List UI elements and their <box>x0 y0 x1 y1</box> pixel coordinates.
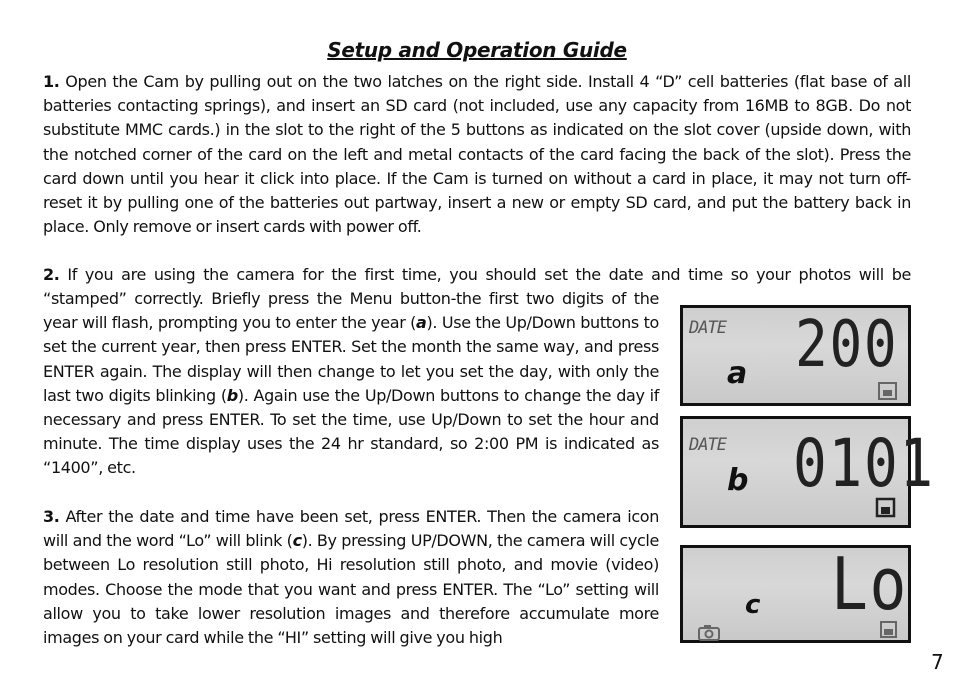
memory-card-icon <box>875 497 897 519</box>
step-text: If you are using the camera for the first time, you should set the date and time so your photos will be <box>59 265 911 284</box>
figure-letter-a: a <box>727 356 748 391</box>
page-title: Setup and Operation Guide <box>327 38 627 62</box>
lcd-image-year <box>680 305 911 406</box>
step-2-paragraph <box>43 287 659 481</box>
figure-ref-b: b <box>226 385 238 405</box>
step-text: Open the Cam by pulling out on the two latches on the right side. Install 4 “D” cell batteries (flat base of all batteries contacting springs), and insert an SD card (not included, use any capacity from 16MB to 8GB. Do not substitute MMC cards.) in the slot to the right of the 5 buttons as indicated on the slot cover (upside down, with the notched corner of the card on the left and metal contacts of the card facing the back of the slot). Press the card down until you hear it click into place. If the Cam is turned on without a card in place, it may not turn off-reset it by pulling one of the batteries out partway, insert a new or empty SD card, and put the battery back in place. Only remove or insert cards with power off. <box>43 72 911 237</box>
camera-icon <box>697 624 721 642</box>
figure-letter-c: c <box>745 590 761 620</box>
step-text: ). Use the Up/Down buttons to set the current year, then press ENTER. Set the month the same way, and press ENTER again. The display will then change to let you set the day, with only the last two digits blinking ( <box>43 313 659 405</box>
figure-ref-a: a <box>416 313 427 333</box>
step-text: ). By pressing UP/DOWN, the camera will cycle between Lo resolution still photo, Hi resolution still photo, and movie (video) modes. Choose the mode that you want and press ENTER. The “Lo” setting will allow you to take lower resolution images and therefore accumulate more images on your card while the “HI” setting will give you high <box>43 531 659 648</box>
step-2-first-line <box>43 263 911 287</box>
step-number: 3. <box>43 507 60 526</box>
step-1-paragraph <box>43 70 911 239</box>
step-text: ). Again use the Up/Down buttons to change the day if necessary and press ENTER. To set the time, use Up/Down to set the hour and minute. The time display uses the 24 hr standard, so 2:00 PM is indicated as “1400”, etc. <box>43 385 659 478</box>
step-number: 2. <box>43 265 60 284</box>
memory-card-icon <box>877 381 899 401</box>
step-text: After the date and time have been set, press ENTER. Then the camera icon will and the word “Lo” will blink ( <box>43 507 659 551</box>
lcd-digits: Lo <box>831 542 909 626</box>
lcd-date-label: DATE <box>689 435 726 455</box>
lcd-digits: 200 <box>795 308 899 382</box>
step-number: 1. <box>43 72 60 91</box>
memory-card-icon <box>879 620 899 640</box>
lcd-image-resolution <box>680 542 911 643</box>
lcd-date-label: DATE <box>689 318 726 338</box>
page-number: 7 <box>931 650 944 674</box>
lcd-digits: 0101 <box>793 425 935 502</box>
lcd-image-day <box>680 416 935 528</box>
figure-ref-c: c <box>292 531 302 551</box>
step-text: “stamped” correctly. Briefly press the Menu button-the first two digits of the year will flash, prompting you to enter the year ( <box>43 289 659 333</box>
figure-letter-b: b <box>727 463 749 498</box>
step-3-paragraph <box>43 505 659 650</box>
